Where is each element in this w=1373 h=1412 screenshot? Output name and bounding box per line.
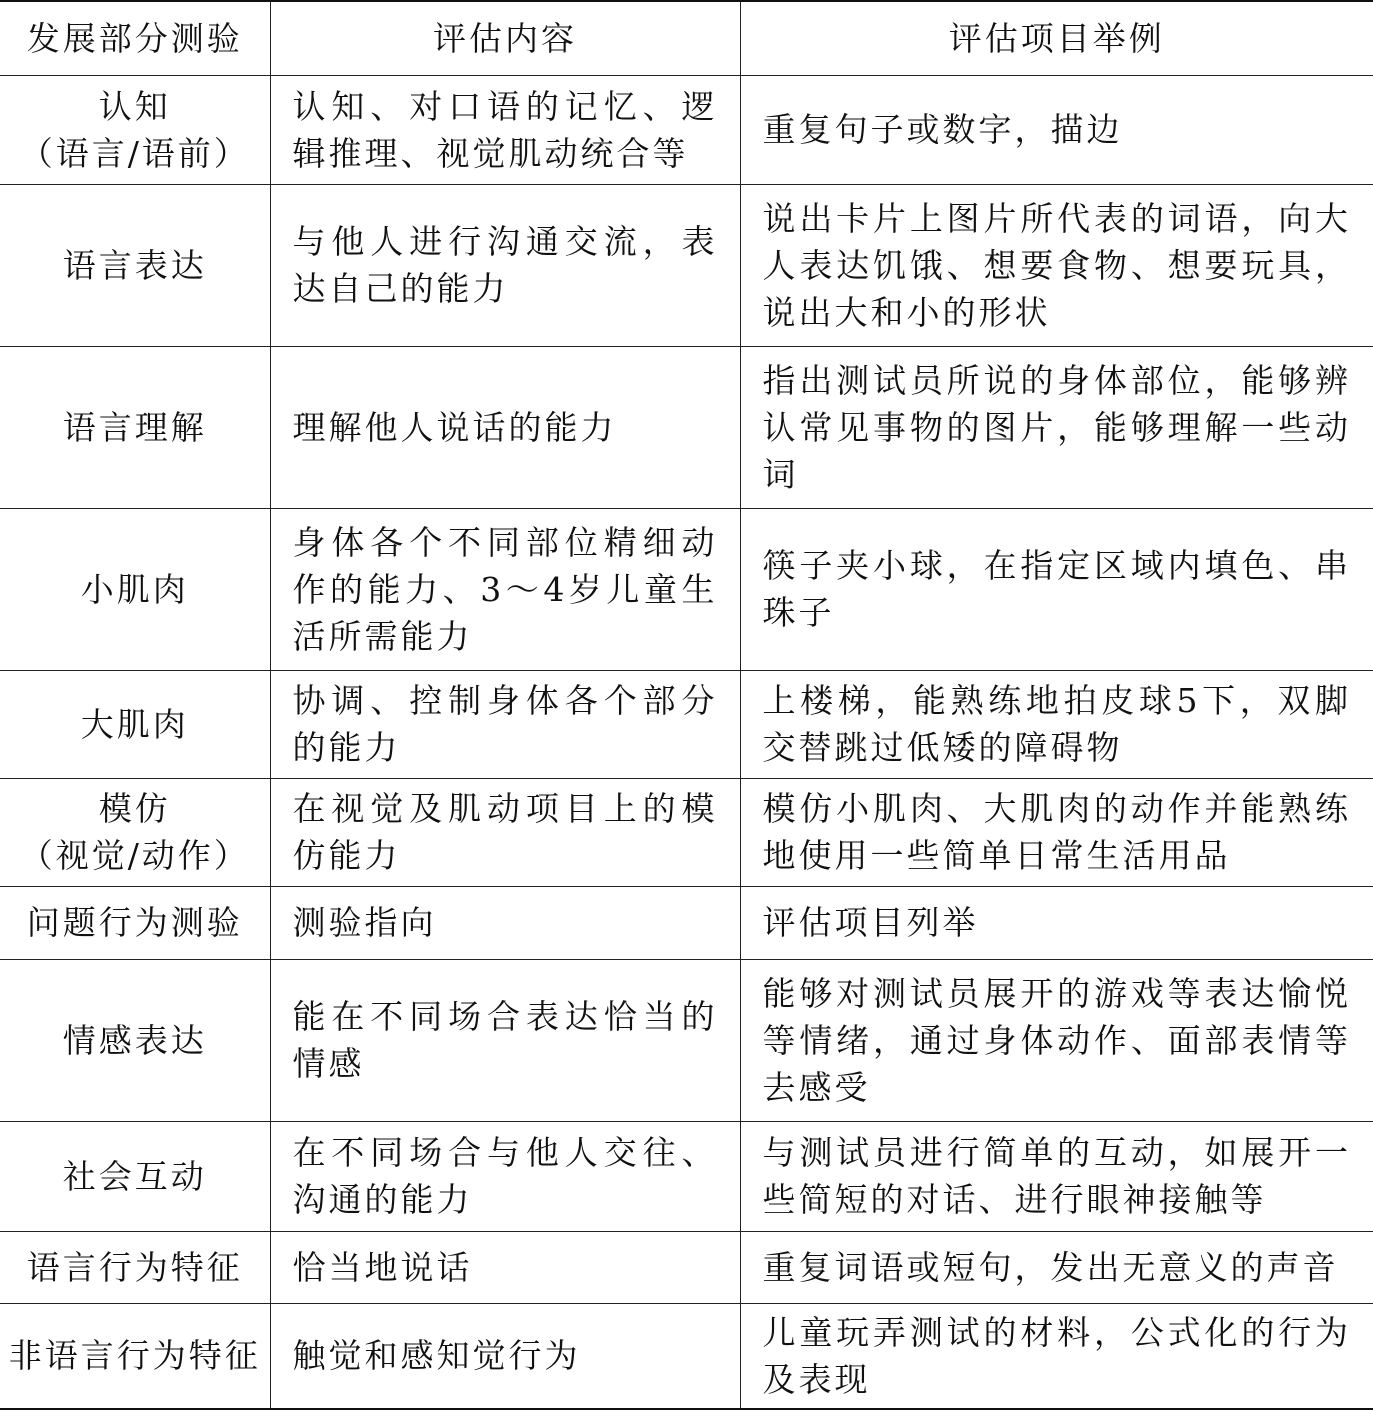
row-content: 在不同场合与他人交往、沟通的能力	[270, 1121, 740, 1231]
row-content: 在视觉及肌动项目上的模仿能力	[270, 778, 740, 886]
category-line: 情感表达	[62, 1020, 207, 1060]
table-row	[0, 886, 1373, 959]
table-row	[0, 184, 1373, 346]
row-example: 儿童玩弄测试的材料，公式化的行为及表现	[740, 1303, 1373, 1409]
category-line: 语言行为特征	[26, 1247, 243, 1287]
category-line: （视觉/动作）	[19, 836, 250, 875]
category-line: 模仿	[98, 789, 171, 828]
table-row	[0, 1303, 1373, 1409]
row-content: 与他人进行沟通交流，表达自己的能力	[270, 184, 740, 346]
row-category	[0, 959, 270, 1121]
category-line: 社会互动	[62, 1156, 207, 1196]
category-line: 问题行为测验	[26, 903, 243, 942]
row-content: 恰当地说话	[270, 1231, 740, 1303]
row-category	[0, 184, 270, 346]
table-row	[0, 670, 1373, 778]
row-category	[0, 508, 270, 670]
category-line: 语言表达	[62, 245, 207, 285]
header-row	[0, 1, 1373, 75]
row-example: 评估项目列举	[740, 886, 1373, 959]
table-row	[0, 1231, 1373, 1303]
row-category	[0, 886, 270, 959]
row-content: 身体各个不同部位精细动作的能力、3～4岁儿童生活所需能力	[270, 508, 740, 670]
row-content: 认知、对口语的记忆、逻辑推理、视觉肌动统合等	[270, 75, 740, 184]
category-line: 大肌肉	[80, 704, 189, 744]
table-row	[0, 346, 1373, 508]
table-row	[0, 1121, 1373, 1231]
table-row	[0, 508, 1373, 670]
row-category	[0, 75, 270, 184]
row-category	[0, 346, 270, 508]
row-category	[0, 1231, 270, 1303]
row-category	[0, 1303, 270, 1409]
category-line: 非语言行为特征	[8, 1336, 261, 1376]
row-example: 能够对测试员展开的游戏等表达愉悦等情绪，通过身体动作、面部表情等去感受	[740, 959, 1373, 1121]
row-content: 触觉和感知觉行为	[270, 1303, 740, 1409]
category-line: 认知	[98, 86, 171, 126]
row-content: 协调、控制身体各个部分的能力	[270, 670, 740, 778]
header-content: 评估内容	[270, 1, 740, 75]
table-row	[0, 75, 1373, 184]
table-row	[0, 959, 1373, 1121]
category-line: 语言理解	[62, 407, 207, 447]
row-example: 说出卡片上图片所代表的词语，向大人表达饥饿、想要食物、想要玩具，说出大和小的形状	[740, 184, 1373, 346]
category-line: 小肌肉	[80, 569, 189, 609]
row-example: 重复句子或数字，描边	[740, 75, 1373, 184]
row-content: 测验指向	[270, 886, 740, 959]
header-category: 发展部分测验	[0, 1, 270, 75]
row-content: 理解他人说话的能力	[270, 346, 740, 508]
table-row	[0, 778, 1373, 886]
row-category	[0, 778, 270, 886]
header-example: 评估项目举例	[740, 1, 1373, 75]
row-example: 指出测试员所说的身体部位，能够辨认常见事物的图片，能够理解一些动词	[740, 346, 1373, 508]
row-content: 能在不同场合表达恰当的情感	[270, 959, 740, 1121]
row-example: 筷子夹小球，在指定区域内填色、串珠子	[740, 508, 1373, 670]
category-line: （语言/语前）	[19, 133, 250, 173]
row-example: 与测试员进行简单的互动，如展开一些简短的对话、进行眼神接触等	[740, 1121, 1373, 1231]
row-example: 重复词语或短句，发出无意义的声音	[740, 1231, 1373, 1303]
row-example: 上楼梯，能熟练地拍皮球5下，双脚交替跳过低矮的障碍物	[740, 670, 1373, 778]
row-category	[0, 670, 270, 778]
row-example: 模仿小肌肉、大肌肉的动作并能熟练地使用一些简单日常生活用品	[740, 778, 1373, 886]
row-category	[0, 1121, 270, 1231]
